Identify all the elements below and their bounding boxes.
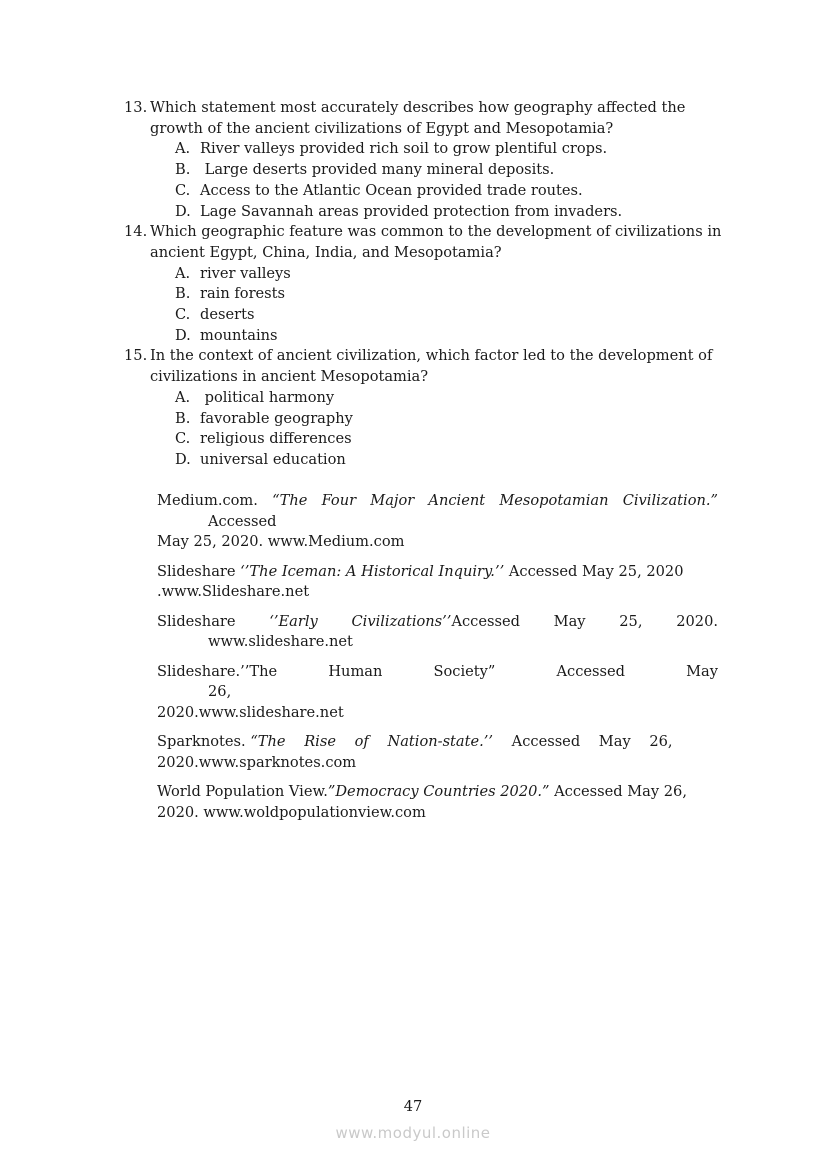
- option-a: A. river valleys: [175, 264, 291, 282]
- option-a: A. political harmony: [175, 388, 335, 406]
- reference-item: Medium.com. “The Four Major Ancient Mesopotamian Civilization.” Accessed May 25, 2020. www.Medium.com: [157, 492, 718, 551]
- option-b: B. Large deserts provided many mineral deposits.: [175, 161, 555, 179]
- option-d: D. Lage Savannah areas provided protection from invaders.: [175, 202, 623, 220]
- reference-item: Slideshare ‘’The Iceman: A Historical Inquiry.’’ Accessed May 25, 2020 .www.Slideshare.net: [157, 562, 684, 601]
- option-c: C. religious differences: [175, 430, 352, 448]
- question-text: Which geographic feature was common to the development of civilizations in ancient Egypt, China, India, and Mesopotamia?: [150, 223, 722, 261]
- watermark: www.modyul.online: [335, 1124, 491, 1142]
- question-14: [124, 222, 724, 346]
- question-text: Which statement most accurately describes how geography affected the growth of the ancient civilizations of Egypt and Mesopotamia?: [150, 99, 686, 137]
- question-number: 14.: [124, 223, 148, 241]
- reference-list: [157, 491, 718, 832]
- question-list: [124, 98, 724, 471]
- reference-item: Slideshare.’’The Human Society” Accessed May 26, 2020.www.slideshare.net: [157, 662, 718, 722]
- question-number: 13.: [124, 99, 148, 116]
- option-a: A. River valleys provided rich soil to grow plentiful crops.: [175, 140, 608, 158]
- question-13: [124, 98, 724, 222]
- option-list: [124, 388, 724, 471]
- option-list: [124, 264, 724, 347]
- page-number: 47: [403, 1098, 423, 1115]
- question-text: In the context of ancient civilization, which factor led to the development of civilizations in ancient Mesopotamia?: [150, 347, 713, 386]
- question-15: [124, 346, 724, 470]
- reference-item: World Population View.”Democracy Countries 2020.” Accessed May 26, 2020. www.woldpopulationview.com: [157, 783, 687, 822]
- reference-item: Sparknotes. “The Rise of Nation-state.’’ Accessed May 26, 2020.www.sparknotes.com: [157, 733, 673, 772]
- option-c: C. deserts: [175, 306, 255, 324]
- option-b: B. rain forests: [175, 285, 286, 303]
- option-b: B. favorable geography: [175, 409, 353, 427]
- option-list: [124, 139, 724, 222]
- option-c: C. Access to the Atlantic Ocean provided trade routes.: [175, 181, 583, 199]
- option-d: D. mountains: [175, 326, 278, 344]
- option-d: D. universal education: [175, 450, 346, 468]
- reference-item: Slideshare ‘’Early Civilizations’’Accessed May 25, 2020. www.slideshare.net: [157, 612, 718, 651]
- question-number: 15.: [124, 347, 148, 365]
